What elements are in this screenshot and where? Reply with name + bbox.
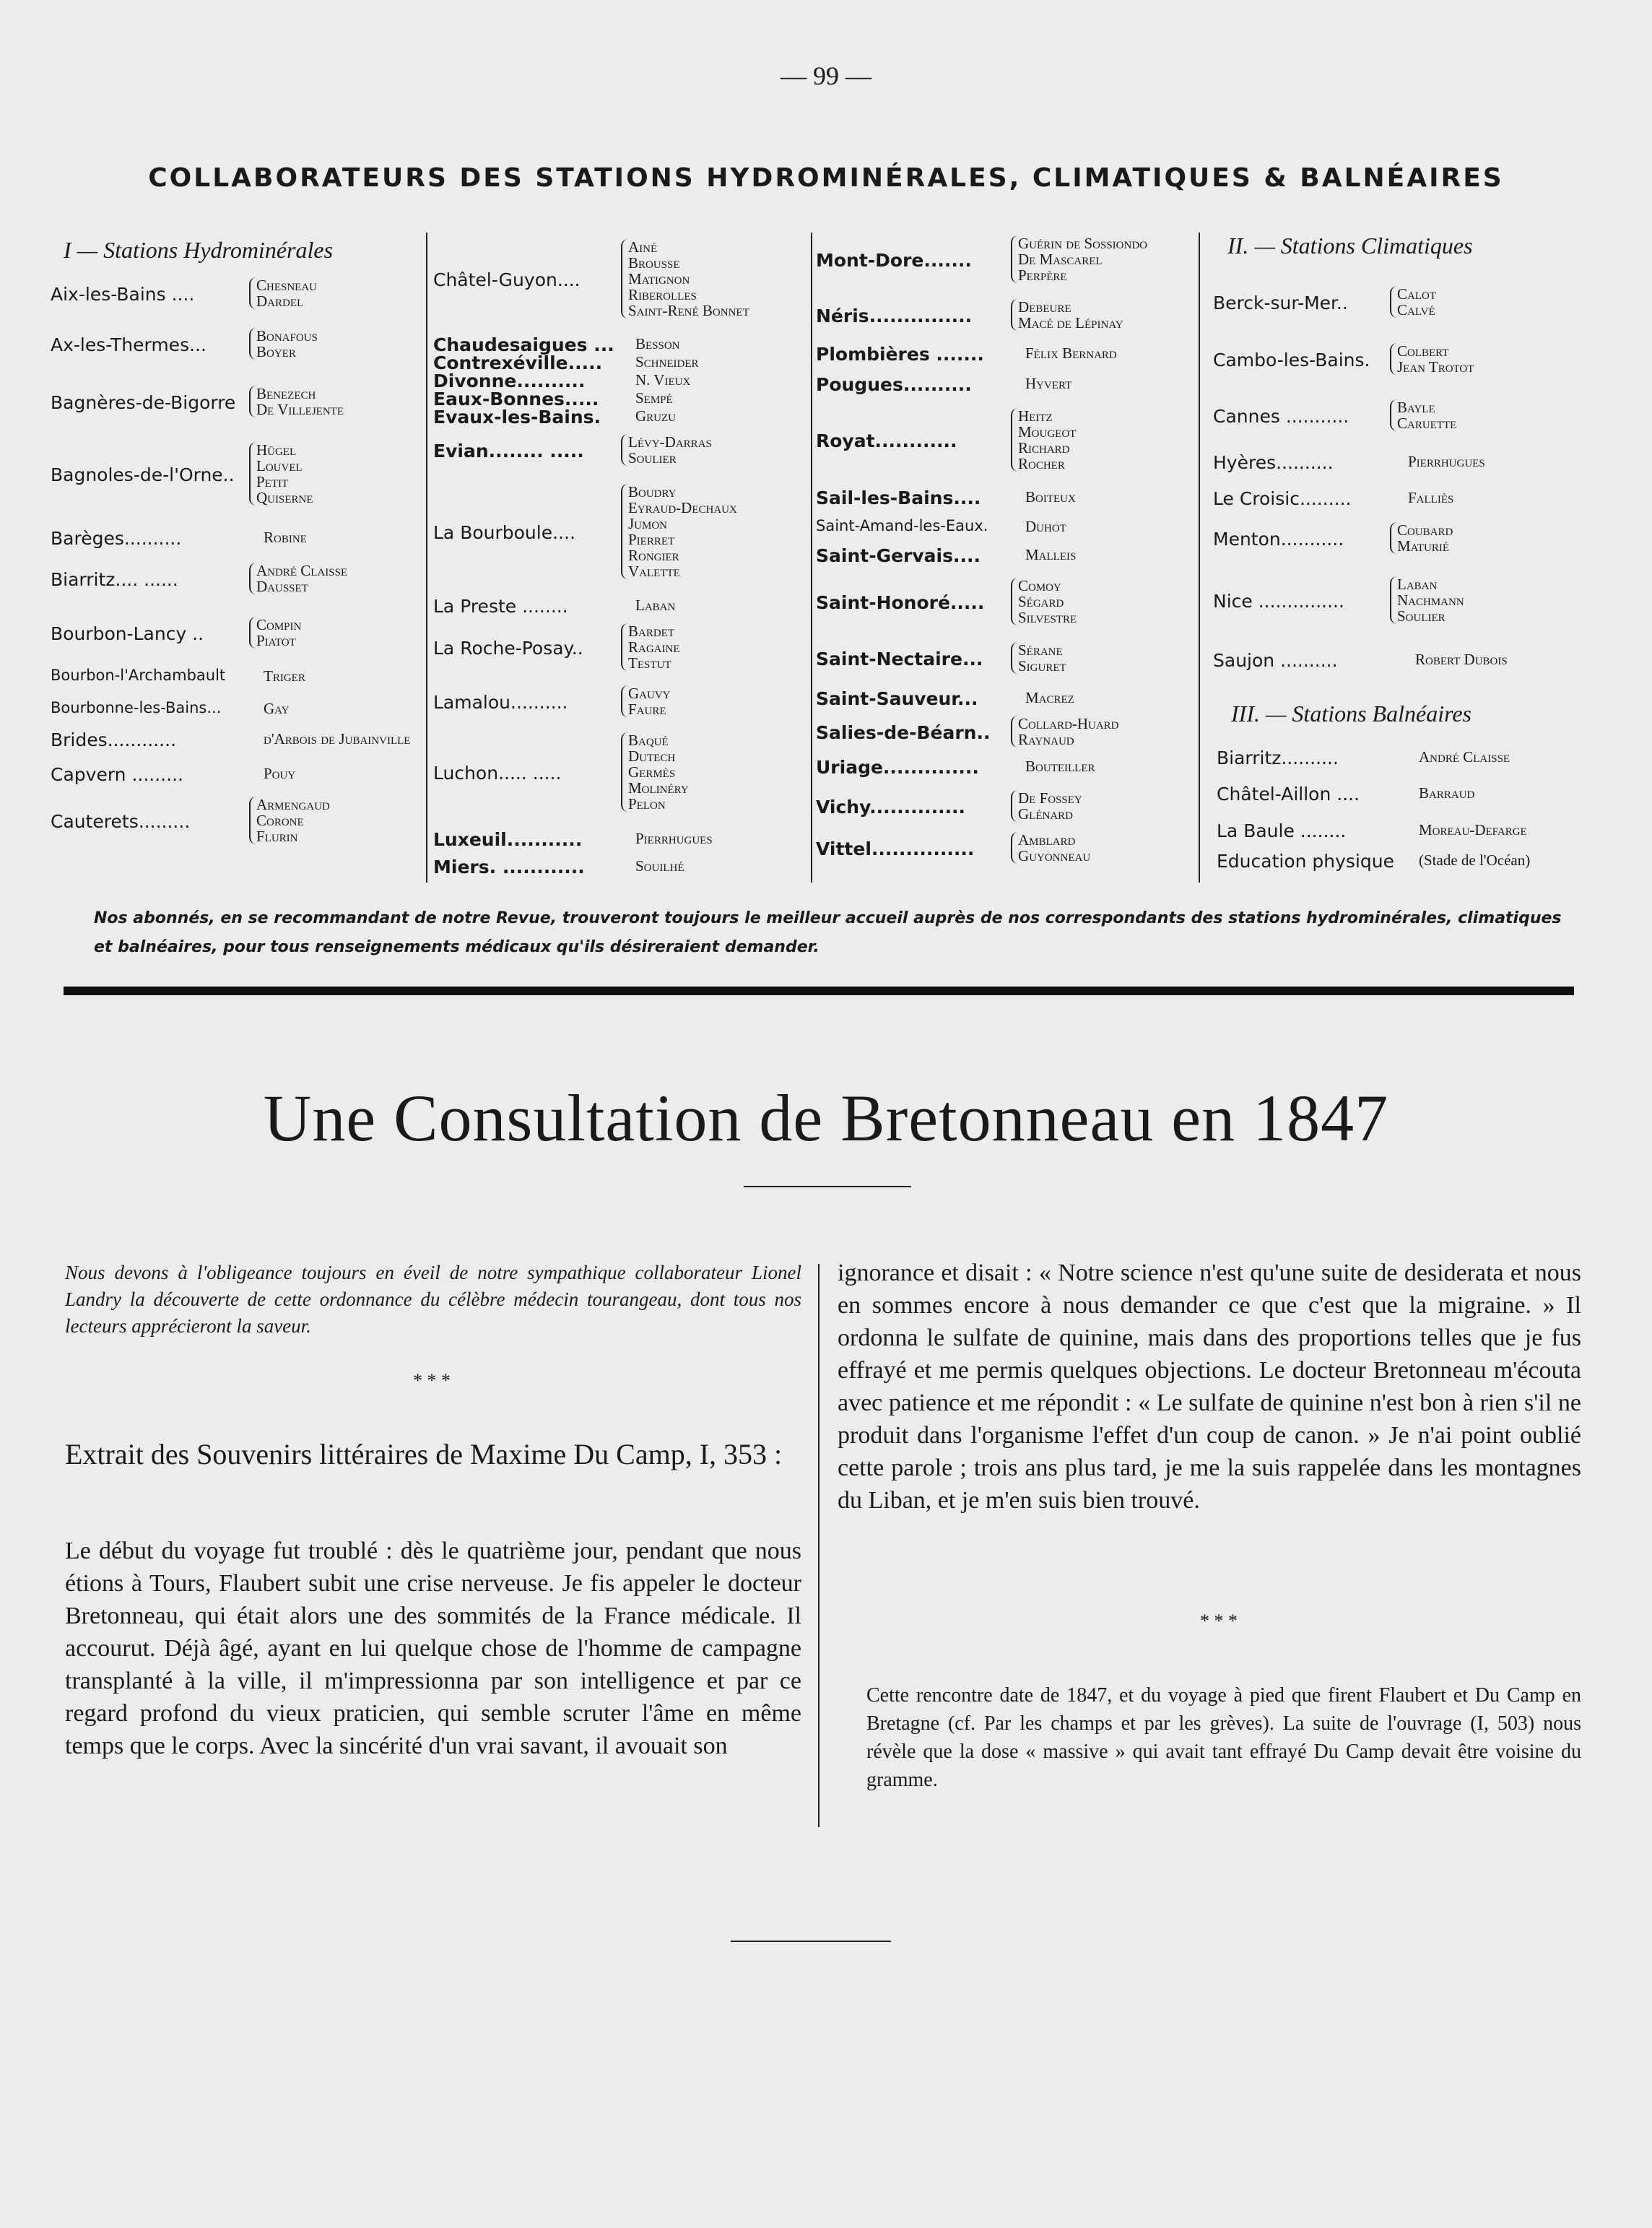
station-name: La Roche-Posay..	[433, 638, 583, 659]
collaborator-list	[1025, 519, 1066, 534]
collaborator-name: Heitz	[1018, 407, 1053, 425]
collaborator-name: Gauvy	[628, 685, 671, 702]
collaborator-name: Macrez	[1025, 689, 1074, 706]
collaborator-name: (Stade de l'Océan)	[1419, 851, 1531, 869]
collaborator-name: Raynaud	[1018, 731, 1074, 748]
collaborator-name: André Claisse	[256, 562, 348, 579]
station-name: Brides............	[51, 729, 177, 750]
collaborator-list	[1011, 235, 1147, 283]
collaborator-name: Dardel	[256, 292, 304, 310]
collaborator-name: d'Arbois de Jubainville	[264, 730, 411, 747]
collaborator-name: Ségard	[1018, 593, 1064, 610]
collaborator-name: Debeure	[1018, 298, 1071, 316]
collaborator-name: Benezech	[256, 385, 316, 402]
station-name: Le Croisic.........	[1213, 488, 1352, 509]
collaborator-list	[1025, 345, 1117, 361]
collaborator-list	[1419, 749, 1510, 765]
station-name: Saint-Sauveur...	[816, 688, 978, 709]
collaborator-list	[1419, 852, 1530, 868]
collaborator-list	[1408, 490, 1453, 506]
collaborator-name: Pierrhugues	[1408, 453, 1485, 470]
collaborator-name: Rongier	[628, 547, 679, 564]
collaborator-list	[635, 390, 673, 406]
collaborator-name: Schneider	[635, 353, 699, 370]
collaborator-name: Pierrhugues	[635, 830, 713, 847]
collaborator-name: Dausset	[256, 578, 308, 595]
collaborator-name: Malleis	[1025, 546, 1077, 563]
collaborator-name: Hügel	[256, 441, 297, 459]
collaborator-name: Sempé	[635, 389, 673, 407]
collaborator-name: Jean Trotot	[1397, 358, 1474, 376]
collaborator-name: Chesneau	[256, 277, 318, 294]
collaborator-name: Barraud	[1419, 784, 1475, 802]
station-name: Miers. ............	[433, 857, 585, 877]
station-name: Châtel-Aillon ....	[1217, 784, 1360, 805]
collaborator-list	[1390, 343, 1474, 375]
collaborator-name: Bouteiller	[1025, 758, 1095, 775]
station-name: Berck-sur-Mer..	[1213, 292, 1348, 313]
station-name: La Preste ........	[433, 596, 568, 617]
end-rule	[731, 1941, 891, 1942]
article-body-left: Le début du voyage fut troublé : dès le quatrième jour, pendant que nous étions à Tours, Flaubert subit une crise nerveuse. Je fis appeler le docteur Bretonneau, qui était alors une des sommités de la France médicale. Il accourut. Déjà âgé, ayant en lui quelque chose de l'homme de campagne transplanté à la ville, il m'impressionna par son intelligence et par ce regard profond du vieux praticien, qui semble scruter l'âme en même temps que le corps. Avec la sincérité d'un vrai savant, il avouait son	[65, 1538, 801, 1759]
station-name: Néris...............	[816, 305, 973, 326]
collaborator-name: Besson	[635, 335, 680, 352]
collaborator-list	[635, 831, 713, 846]
collaborator-name: De Mascarel	[1018, 251, 1103, 268]
collaborator-list	[621, 239, 749, 318]
station-name: Evaux-les-Bains.	[433, 407, 601, 428]
collaborator-name: Gay	[264, 700, 290, 717]
collaborator-list	[621, 434, 712, 466]
station-name: Barèges..........	[51, 528, 182, 549]
column-rule	[1199, 233, 1200, 883]
collaborator-name: Laban	[635, 597, 676, 614]
collaborator-list	[1408, 454, 1485, 469]
station-name: Aix-les-Bains ....	[51, 284, 195, 305]
collaborator-name: Pierret	[628, 531, 675, 548]
station-name: Cannes ...........	[1213, 406, 1349, 427]
station-name: Bagnoles-de-l'Orne..	[51, 464, 235, 485]
collaborator-list	[635, 597, 675, 613]
collaborator-name: Ragaine	[628, 638, 680, 656]
station-name: Eaux-Bonnes.....	[433, 389, 599, 409]
collaborator-list	[249, 563, 347, 594]
article-title: Une Consultation de Bretonneau en 1847	[263, 1081, 1389, 1155]
station-name: Capvern .........	[51, 764, 183, 785]
station-name: La Baule ........	[1217, 820, 1347, 841]
collaborator-name: Richard	[1018, 439, 1070, 456]
collaborator-name: Siguret	[1018, 657, 1066, 675]
collaborator-list	[635, 858, 684, 874]
collaborator-list	[249, 617, 301, 649]
collaborator-name: Armengaud	[256, 796, 330, 813]
collaborator-list	[1419, 785, 1474, 801]
collaborator-list	[1025, 376, 1071, 391]
collaborator-name: Boudry	[628, 483, 677, 500]
station-name: Saint-Gervais....	[816, 545, 981, 566]
collaborator-name: De Fossey	[1018, 789, 1082, 807]
station-name: Bourbonne-les-Bains...	[51, 699, 222, 716]
station-name: Pougues..........	[816, 374, 972, 395]
collaborator-list	[249, 328, 318, 360]
collaborator-name: Duhot	[1025, 518, 1066, 535]
collaborator-list	[249, 386, 344, 417]
collaborator-list	[264, 668, 305, 684]
station-name: Cambo-les-Bains.	[1213, 350, 1370, 370]
station-name: La Bourboule....	[433, 522, 575, 543]
collaborator-name: Rocher	[1018, 455, 1065, 472]
asterism: * * *	[1200, 1611, 1238, 1631]
collaborator-name: Pelon	[628, 795, 666, 812]
collaborator-list	[264, 701, 289, 716]
collaborator-name: Ainé	[628, 238, 658, 256]
station-name: Chaudesaigues ...	[433, 334, 614, 355]
collaborator-list	[1025, 758, 1095, 774]
collaborator-list	[1415, 651, 1508, 667]
collaborator-list	[1011, 832, 1090, 864]
collaborator-name: Robert Dubois	[1415, 651, 1508, 668]
station-name: Bourbon-l'Archambault	[51, 667, 226, 684]
collaborator-list	[249, 442, 313, 506]
collaborator-list	[249, 797, 330, 844]
station-name: Menton...........	[1213, 529, 1344, 550]
station-name: Ax-les-Thermes...	[51, 334, 206, 355]
subscriber-notice: Nos abonnés, en se recommandant de notre Revue, trouveront toujours le meilleur accueil auprès de nos correspondants des stations hydrominérales, climatiques et balnéaires, pour tous renseignements médicaux qu'ils désireraient demander.	[94, 909, 1562, 956]
collaborator-list	[621, 685, 671, 717]
collaborator-name: Silvestre	[1018, 609, 1077, 626]
collaborator-name: Triger	[264, 667, 305, 685]
extract-heading: Extrait des Souvenirs littéraires de Maxime Du Camp, I, 353 :	[65, 1438, 783, 1470]
collaborator-name: Bonafous	[256, 327, 318, 344]
collaborator-name: Caruette	[1397, 415, 1457, 432]
collaborator-name: Soulier	[628, 449, 677, 467]
station-name: Hyères..........	[1213, 452, 1334, 473]
collaborator-name: Jumon	[628, 515, 668, 532]
intro-note: Nous devons à l'obligeance toujours en éveil de notre sympathique collaborateur Lionel Landry la découverte de cette ordonnance du célèbre médecin tourangeau, dont tous nos lecteurs apprécieront la saveur.	[65, 1262, 801, 1337]
collaborator-name: Brousse	[628, 254, 680, 272]
station-name: Biarritz..........	[1217, 747, 1339, 768]
station-name: Luxeuil...........	[433, 829, 583, 850]
station-name: Uriage..............	[816, 757, 979, 778]
station-name: Vittel...............	[816, 838, 975, 859]
collaborator-list	[1390, 399, 1456, 431]
column-divider	[818, 1264, 820, 1827]
collaborator-name: Coubard	[1397, 521, 1453, 539]
station-name: Bagnères-de-Bigorre	[51, 392, 236, 413]
station-name: Nice ...............	[1213, 591, 1344, 612]
article-body-right: ignorance et disait : « Notre science n'est qu'une suite de desiderata et nous en sommes encore à nous demander ce que c'est que la migraine. » Il ordonna le sulfate de quinine, mais dans des proportions telles que je fus effrayé et me permis quelques objections. Le docteur Bretonneau m'écouta avec patience et me répondit : « Le sulfate de quinine n'est bon à rien s'il ne produit dans l'organisme l'effet d'un coup de canon. » Je n'ai point oublié cette parole ; trois ans plus tard, je me la suis rappelée dans les montagnes du Liban, et je m'en suis bien trouvé.	[838, 1260, 1581, 1514]
collaborator-list	[621, 623, 680, 671]
station-name: Luchon..... .....	[433, 763, 562, 784]
section-divider	[64, 987, 1574, 995]
page-number: — 99 —	[781, 61, 871, 90]
collaborator-list	[621, 484, 737, 579]
collaborator-name: Souilhé	[635, 857, 684, 875]
section-heading-climatic: II. — Stations Climatiques	[1227, 233, 1473, 259]
collaborator-name: Bayle	[1397, 399, 1435, 416]
collaborator-name: Baqué	[628, 732, 669, 749]
section-heading-hydromineral: I — Stations Hydrominérales	[64, 237, 334, 263]
collaborator-list	[1390, 522, 1453, 554]
collaborator-name: Maturié	[1397, 537, 1449, 555]
collaborator-name: Riberolles	[628, 286, 697, 303]
collaborator-list	[621, 732, 689, 812]
collaborator-name: Molinéry	[628, 779, 689, 797]
station-name: Vichy..............	[816, 797, 966, 818]
collaborator-name: Comoy	[1018, 577, 1061, 594]
station-name: Saint-Amand-les-Eaux.	[816, 517, 988, 534]
collaborator-name: Boyer	[256, 343, 296, 360]
collaborator-name: Bardet	[628, 623, 675, 640]
collaborator-list	[635, 354, 699, 370]
collaborator-list	[264, 766, 295, 781]
collaborator-list	[1025, 547, 1076, 563]
collaborator-list	[1011, 790, 1082, 822]
collaborator-name: Hyvert	[1025, 375, 1072, 392]
station-name: Bourbon-Lancy ..	[51, 623, 204, 644]
station-name: Evian........ .....	[433, 441, 584, 461]
collaborator-name: De Villejente	[256, 401, 344, 418]
station-name: Saujon ..........	[1213, 650, 1338, 671]
station-name: Châtel-Guyon....	[433, 269, 581, 290]
collaborator-name: Flurin	[256, 828, 298, 845]
collaborator-name: Macé de Lépinay	[1018, 314, 1123, 331]
collaborator-name: Amblard	[1018, 831, 1076, 849]
collaborator-name: Soulier	[1397, 607, 1446, 625]
collaborator-name: Dutech	[628, 747, 676, 765]
collaborator-list	[1011, 408, 1076, 472]
column-rule	[426, 233, 427, 883]
collaborator-list	[635, 372, 690, 388]
station-name: Plombières .......	[816, 344, 984, 365]
collaborator-list	[264, 731, 410, 747]
collaborator-list	[1025, 690, 1074, 706]
collaborator-list	[1390, 576, 1464, 624]
station-name: Cauterets.........	[51, 811, 191, 832]
station-name: Saint-Nectaire...	[816, 649, 983, 669]
collaborator-list	[1011, 716, 1119, 747]
collaborator-name: Lévy-Darras	[628, 433, 712, 451]
collaborator-name: Mougeot	[1018, 423, 1077, 441]
collaborator-name: Calot	[1397, 285, 1436, 303]
collaborator-name: Petit	[256, 473, 289, 490]
title-rule	[744, 1186, 911, 1187]
collaborator-list	[264, 529, 307, 545]
collaborator-name: Louvel	[256, 457, 303, 474]
section-heading-seaside: III. — Stations Balnéaires	[1231, 701, 1471, 727]
station-name: Contrexéville.....	[433, 352, 603, 373]
collaborator-name: Piatot	[256, 632, 296, 649]
collaborators-heading: COLLABORATEURS DES STATIONS HYDROMINÉRALES, CLIMATIQUES & BALNÉAIRES	[148, 163, 1504, 193]
collaborator-list	[635, 408, 676, 424]
collaborator-name: Laban	[1397, 576, 1438, 593]
collaborator-list	[1011, 299, 1123, 331]
collaborator-name: N. Vieux	[635, 371, 691, 389]
collaborator-name: Compin	[256, 616, 302, 633]
collaborator-name: Moreau-Defarge	[1419, 821, 1527, 838]
station-name: Education physique	[1217, 851, 1394, 872]
collaborator-name: Collard-Huard	[1018, 715, 1119, 732]
station-name: Royat............	[816, 430, 957, 451]
collaborator-name: Testut	[628, 654, 671, 672]
closing-note: Cette rencontre date de 1847, et du voyage à pied que firent Flaubert et Du Camp en Bretagne (cf. Par les champs et par les grèves). La suite de l'ouvrage (I, 503) nous révèle que la dose « massive » qui avait tant effrayé Du Camp devait être voisine du gramme.	[866, 1684, 1581, 1791]
collaborator-name: Glénard	[1018, 805, 1073, 823]
collaborator-name: Sérane	[1018, 641, 1063, 659]
collaborator-name: Corone	[256, 812, 304, 829]
collaborator-name: Gruzu	[635, 407, 676, 425]
collaborator-list	[635, 336, 680, 352]
collaborator-name: Eyraud-Dechaux	[628, 499, 737, 516]
collaborator-list	[1025, 489, 1076, 505]
collaborator-list	[1011, 578, 1077, 625]
collaborator-list	[249, 277, 317, 309]
collaborator-name: Matignon	[628, 270, 690, 287]
collaborator-list	[1390, 286, 1436, 318]
collaborator-name: Calvé	[1397, 301, 1435, 318]
collaborator-name: Guérin de Sossiondo	[1018, 235, 1148, 252]
station-name: Lamalou..........	[433, 692, 568, 713]
station-name: Mont-Dore.......	[816, 250, 972, 271]
collaborator-name: Boiteux	[1025, 488, 1076, 506]
station-name: Saint-Honoré.....	[816, 592, 985, 613]
collaborator-name: Falliès	[1408, 489, 1454, 506]
collaborator-name: Félix Bernard	[1025, 344, 1117, 362]
collaborator-name: Saint-René Bonnet	[628, 302, 749, 319]
asterism: * * *	[413, 1370, 451, 1391]
collaborator-name: Nachmann	[1397, 591, 1464, 609]
station-name: Salies-de-Béarn..	[816, 722, 991, 743]
station-name: Divonne..........	[433, 370, 586, 391]
collaborator-name: Guyonneau	[1018, 847, 1091, 864]
column-rule	[811, 233, 812, 883]
collaborator-name: Germès	[628, 763, 676, 781]
collaborator-name: Quiserne	[256, 489, 313, 506]
station-name: Sail-les-Bains....	[816, 487, 981, 508]
collaborator-name: Valette	[628, 563, 680, 580]
collaborator-list	[1011, 642, 1066, 674]
collaborator-name: Perpère	[1018, 266, 1067, 284]
collaborator-name: Faure	[628, 701, 666, 718]
collaborator-name: Colbert	[1397, 342, 1449, 360]
station-name: Biarritz.... ......	[51, 569, 178, 590]
collaborator-name: André Claisse	[1419, 748, 1510, 766]
collaborator-name: Pouy	[264, 765, 296, 782]
collaborator-list	[1419, 822, 1527, 838]
collaborator-name: Robine	[264, 529, 307, 546]
